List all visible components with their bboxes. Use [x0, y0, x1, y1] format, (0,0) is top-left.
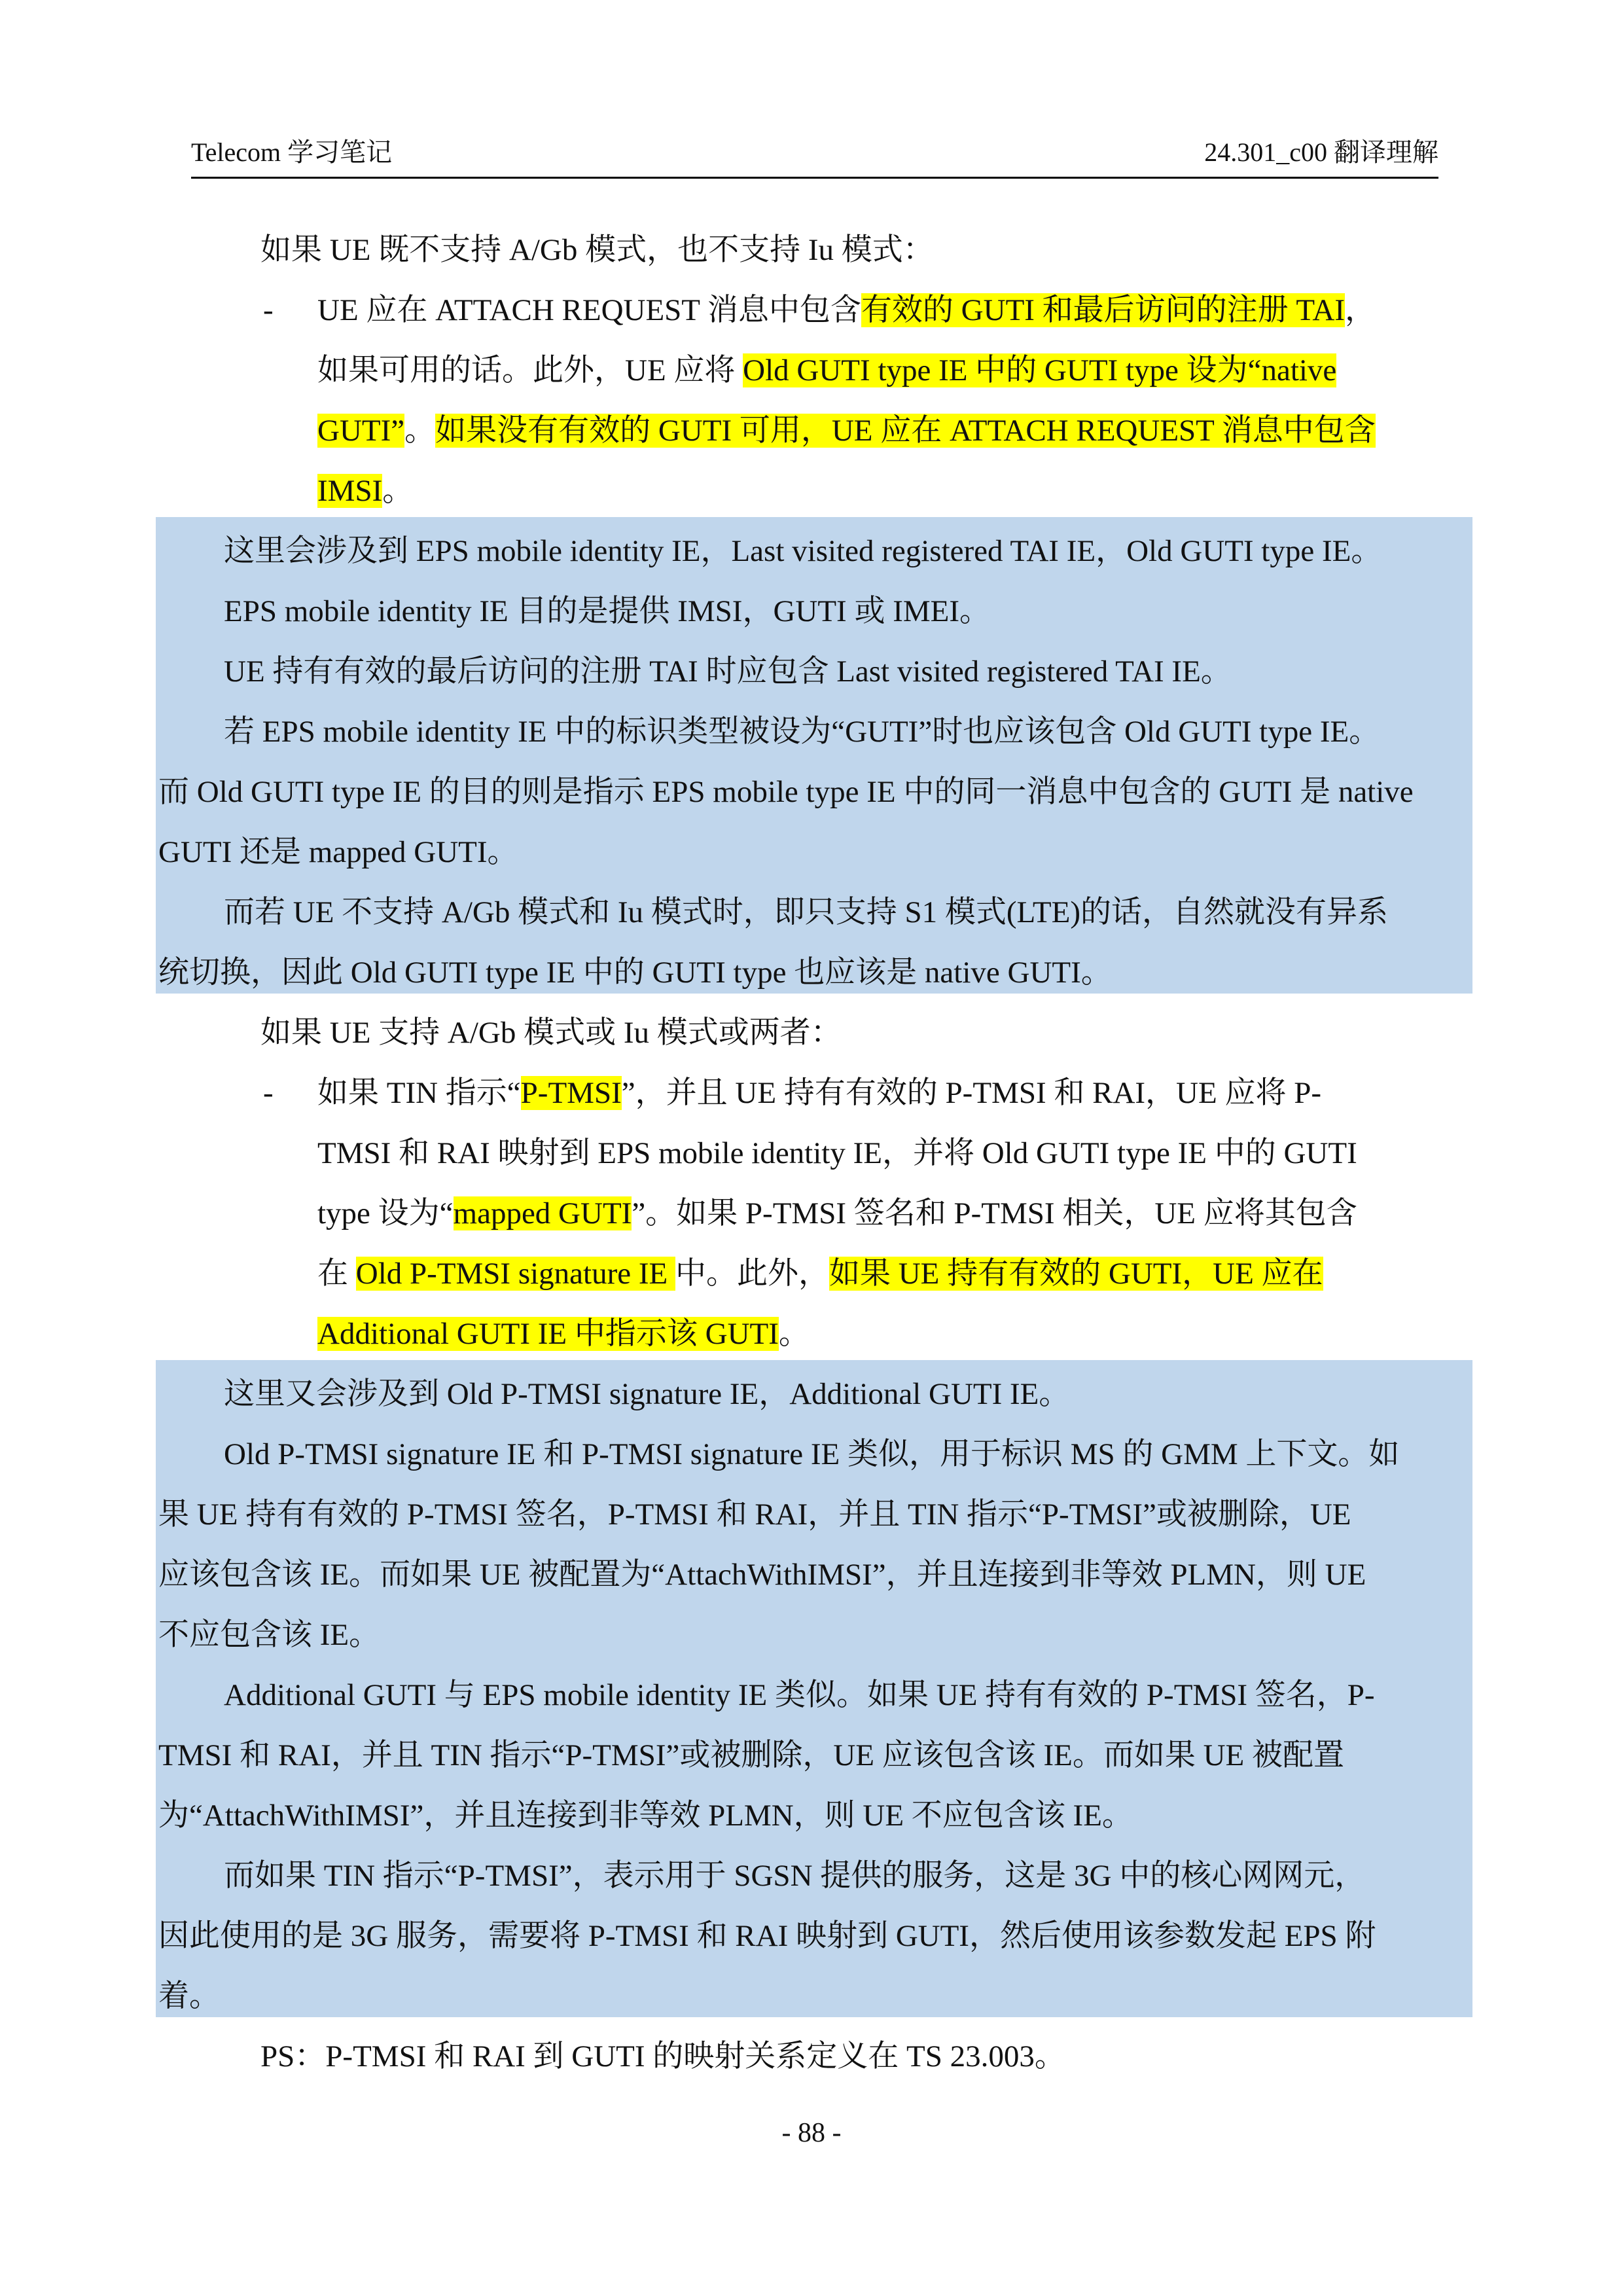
text-run: 。	[404, 414, 436, 448]
highlighted-text: GUTI”	[317, 414, 405, 448]
text-run: ”。如果 P-TMSI 签名和 P-TMSI 相关，UE 应将其包含	[632, 1196, 1357, 1230]
note1-paragraph2: EPS mobile identity IE 目的是提供 IMSI，GUTI 或 IMEI。	[224, 594, 991, 628]
note2-paragraph3-line3: 为“AttachWithIMSI”，并且连接到非等效 PLMN，则 UE 不应包含该 IE。	[158, 1799, 1133, 1833]
text-run: ”，并且 UE 持有有效的 P-TMSI 和 RAI，UE 应将 P-	[621, 1076, 1321, 1110]
header-left-title: Telecom 学习笔记	[191, 137, 393, 167]
highlighted-text: 有效的 GUTI 和最后访问的注册 TAI	[861, 293, 1345, 327]
highlighted-text: mapped GUTI	[453, 1196, 632, 1230]
note1-paragraph1: 这里会涉及到 EPS mobile identity IE，Last visited registered TAI IE，Old GUTI type IE。	[224, 534, 1382, 568]
note2-paragraph3-line2: TMSI 和 RAI，并且 TIN 指示“P-TMSI”或被删除，UE 应该包含该 IE。而如果 UE 被配置	[158, 1738, 1344, 1772]
note1-paragraph4-line1: 若 EPS mobile identity IE 中的标识类型被设为“GUTI”时也应该包含 Old GUTI type IE。	[224, 715, 1380, 749]
note2-paragraph3-line1: Additional GUTI 与 EPS mobile identity IE 类似。如果 UE 持有有效的 P-TMSI 签名，P-	[224, 1678, 1375, 1712]
ps-note: PS：P-TMSI 和 RAI 到 GUTI 的映射关系定义在 TS 23.003。	[260, 2039, 1065, 2073]
highlighted-text: Additional GUTI IE 中指示该 GUTI	[317, 1317, 779, 1351]
section2-bullet-line2: TMSI 和 RAI 映射到 EPS mobile identity IE，并将 Old GUTI type IE 中的 GUTI	[317, 1136, 1357, 1170]
note1-paragraph3: UE 持有有效的最后访问的注册 TAI 时应包含 Last visited registered TAI IE。	[224, 655, 1232, 689]
section1-bullet-line4	[317, 461, 413, 521]
section2-bullet-line1	[317, 1063, 1321, 1123]
text-run: UE 应在 ATTACH REQUEST 消息中包含	[317, 293, 861, 327]
highlighted-text: Old GUTI type IE 中的 GUTI type 设为“native	[743, 353, 1337, 387]
highlighted-text: 如果没有有效的 GUTI 可用，UE 应在 ATTACH REQUEST 消息中包含	[435, 414, 1376, 448]
note1-paragraph5-line1: 而若 UE 不支持 A/Gb 模式和 Iu 模式时，即只支持 S1 模式(LTE)的话，自然就没有异系	[224, 895, 1388, 929]
highlighted-text: IMSI	[317, 474, 383, 508]
text-run: ，	[1344, 293, 1376, 327]
section1-intro: 如果 UE 既不支持 A/Gb 模式，也不支持 Iu 模式：	[260, 233, 934, 267]
text-run: 。	[778, 1317, 810, 1351]
page-number: - 88 -	[781, 2118, 842, 2148]
section2-intro: 如果 UE 支持 A/Gb 模式或 Iu 模式或两者：	[260, 1016, 842, 1050]
note2-paragraph2-line3: 应该包含该 IE。而如果 UE 被配置为“AttachWithIMSI”，并且连接到非等效 PLMN，则 UE	[158, 1558, 1366, 1592]
text-run: 中。此外，	[675, 1257, 829, 1291]
note2-paragraph1: 这里又会涉及到 Old P-TMSI signature IE，Additional GUTI IE。	[224, 1377, 1070, 1411]
text-run: 。	[382, 474, 414, 508]
section2-bullet-line4	[317, 1244, 1323, 1304]
note2-paragraph4-line1: 而如果 TIN 指示“P-TMSI”，表示用于 SGSN 提供的服务，这是 3G 中的核心网网元，	[224, 1859, 1366, 1893]
note1-paragraph5-line2: 统切换，因此 Old GUTI type IE 中的 GUTI type 也应该是 native GUTI。	[158, 956, 1112, 990]
highlighted-text: P-TMSI	[520, 1076, 622, 1110]
section1-bullet-dash: -	[263, 293, 274, 327]
note2-paragraph2-line4: 不应包含该 IE。	[158, 1618, 380, 1652]
note1-paragraph4-line3: GUTI 还是 mapped GUTI。	[158, 835, 518, 869]
section2-bullet-line3	[317, 1183, 1357, 1244]
text-run: 如果 TIN 指示“	[317, 1076, 521, 1110]
text-run: 在	[317, 1257, 356, 1291]
note2-paragraph2-line2: 果 UE 持有有效的 P-TMSI 签名，P-TMSI 和 RAI，并且 TIN 指示“P-TMSI”或被删除，UE	[158, 1498, 1351, 1532]
note2-paragraph2-line1: Old P-TMSI signature IE 和 P-TMSI signature IE 类似，用于标识 MS 的 GMM 上下文。如	[224, 1437, 1400, 1471]
section2-bullet-dash: -	[263, 1076, 274, 1110]
header-right-title: 24.301_c00 翻译理解	[1204, 137, 1438, 167]
text-run: type 设为“	[317, 1196, 454, 1230]
section1-bullet-line1	[317, 280, 1376, 340]
note2-paragraph4-line3: 着。	[158, 1979, 220, 2013]
text-run: 如果可用的话。此外，UE 应将	[317, 353, 743, 387]
highlighted-text: 如果 UE 持有有效的 GUTI，UE 应在	[829, 1257, 1323, 1291]
page-header	[191, 131, 1438, 179]
highlighted-text: Old P-TMSI signature IE	[355, 1257, 675, 1291]
note2-paragraph4-line2: 因此使用的是 3G 服务，需要将 P-TMSI 和 RAI 映射到 GUTI，然后使用该参数发起 EPS 附	[158, 1919, 1376, 1953]
note1-paragraph4-line2: 而 Old GUTI type IE 的目的则是指示 EPS mobile type IE 中的同一消息中包含的 GUTI 是 native	[158, 775, 1414, 809]
section2-bullet-line5	[317, 1304, 810, 1364]
section1-bullet-line3	[317, 401, 1376, 461]
section1-bullet-line2	[317, 340, 1336, 401]
